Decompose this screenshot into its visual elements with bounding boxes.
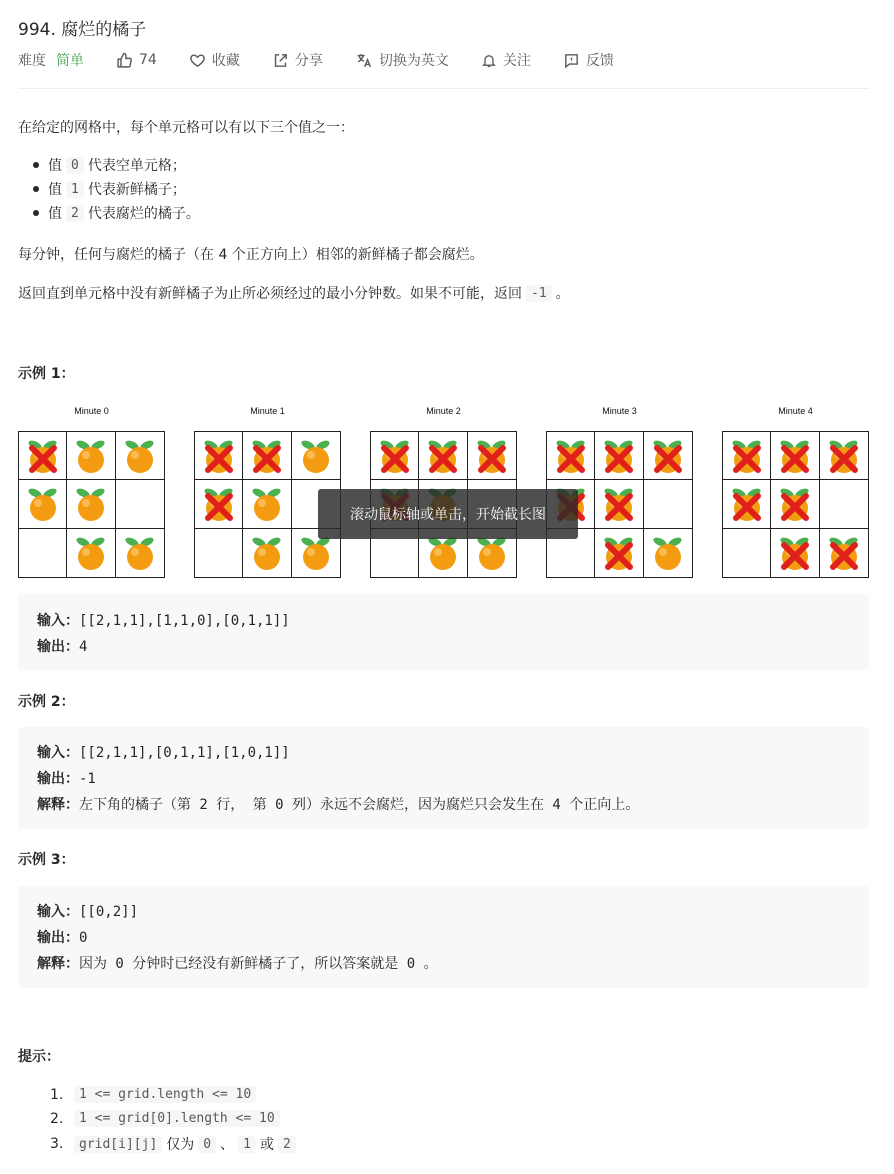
orange-icon <box>247 484 287 524</box>
empty-cell <box>19 529 67 577</box>
description-paragraph <box>18 283 570 303</box>
rotten-orange-icon <box>775 436 815 476</box>
fresh-orange-cell <box>243 480 291 528</box>
fresh-orange-cell <box>116 432 164 480</box>
fresh-orange-cell <box>67 432 115 480</box>
paragraph-text: 。 <box>555 286 570 302</box>
rotten-orange-cell <box>771 432 819 480</box>
screenshot-tooltip: 滚动鼠标轴或单击，开始截长图 <box>318 489 578 539</box>
inline-code: 2 <box>66 205 84 222</box>
bullet-text: 值 <box>48 182 62 198</box>
rotten-orange-icon <box>824 436 864 476</box>
rotten-orange-icon <box>775 484 815 524</box>
example-explanation <box>37 794 639 814</box>
minute-grid <box>194 406 341 422</box>
hint-number: 1. <box>50 1086 64 1103</box>
example-output <box>37 636 87 656</box>
like-button[interactable] <box>116 52 157 69</box>
inline-code: -1 <box>526 285 552 302</box>
switch-language-button[interactable] <box>355 50 449 70</box>
rotten-orange-cell <box>243 432 291 480</box>
feedback-icon <box>563 52 580 69</box>
rotten-orange-cell <box>195 432 243 480</box>
example-1-code-block <box>18 594 869 670</box>
rotten-orange-cell <box>468 432 516 480</box>
orange-icon <box>23 484 63 524</box>
rotten-orange-cell <box>771 480 819 528</box>
rotten-orange-icon <box>599 484 639 524</box>
input-label: 输入： <box>37 904 79 920</box>
problem-title: 994. 腐烂的橘子 <box>18 20 147 40</box>
grid-caption: Minute 0 <box>74 406 109 416</box>
rotten-orange-cell <box>644 432 692 480</box>
empty-cell <box>644 480 692 528</box>
minute-grid <box>18 406 165 422</box>
bullet-text: 代表新鲜橘子； <box>87 182 186 198</box>
rotten-orange-cell <box>419 432 467 480</box>
orange-icon <box>71 436 111 476</box>
fresh-orange-cell <box>19 480 67 528</box>
rotten-orange-cell <box>595 529 643 577</box>
fresh-orange-cell <box>243 529 291 577</box>
rotten-orange-icon <box>775 533 815 573</box>
orange-icon <box>296 436 336 476</box>
orange-icon <box>71 533 111 573</box>
follow-button[interactable] <box>481 50 531 70</box>
inline-code: 1 <box>238 1136 256 1153</box>
input-label: 输入： <box>37 745 79 761</box>
empty-cell <box>723 529 771 577</box>
grid-caption: Minute 2 <box>426 406 461 416</box>
example-input <box>37 742 290 762</box>
rotten-orange-cell <box>820 432 868 480</box>
feedback-label: 反馈 <box>585 53 614 69</box>
rotten-orange-cell <box>820 529 868 577</box>
problem-meta-bar <box>18 50 646 70</box>
share-icon <box>272 52 289 69</box>
input-value: [[0,2]] <box>79 904 139 920</box>
description-intro: 在给定的网格中，每个单元格可以有以下三个值之一： <box>18 120 354 136</box>
difficulty-label: 难度 <box>18 53 46 69</box>
example-2-heading: 示例 2： <box>18 694 75 710</box>
inline-code: 0 <box>198 1136 216 1153</box>
like-count: 74 <box>139 52 157 68</box>
fresh-orange-cell <box>292 432 340 480</box>
minute-grid <box>722 406 869 422</box>
example-explanation <box>37 953 438 973</box>
input-value: [[2,1,1],[0,1,1],[1,0,1]] <box>79 745 290 761</box>
switch-language-label: 切换为英文 <box>378 53 449 69</box>
bullet-text: 值 <box>48 158 62 174</box>
share-label: 分享 <box>294 53 323 69</box>
orange-icon <box>648 533 688 573</box>
explain-label: 解释： <box>37 797 79 813</box>
inline-code: 1 <box>66 181 84 198</box>
share-button[interactable] <box>272 50 323 70</box>
output-value: -1 <box>79 771 96 787</box>
minute-grid <box>370 406 517 422</box>
rotten-orange-cell <box>19 432 67 480</box>
bullet-text: 代表空单元格； <box>87 158 186 174</box>
grid-caption: Minute 3 <box>602 406 637 416</box>
rotten-orange-icon <box>551 436 591 476</box>
empty-cell <box>195 529 243 577</box>
favorite-label: 收藏 <box>211 53 240 69</box>
example-2-code-block <box>18 727 869 829</box>
bullet-item <box>48 179 186 199</box>
rotten-orange-cell <box>723 432 771 480</box>
output-label: 输出： <box>37 771 79 787</box>
grid-caption: Minute 1 <box>250 406 285 416</box>
output-value: 0 <box>79 930 88 946</box>
feedback-button[interactable] <box>563 50 614 70</box>
difficulty <box>18 50 84 70</box>
rotten-orange-icon <box>824 533 864 573</box>
fresh-orange-cell <box>116 529 164 577</box>
rotten-orange-icon <box>648 436 688 476</box>
rotten-orange-icon <box>247 436 287 476</box>
hint-text: 仅为 <box>166 1137 195 1153</box>
hint-item <box>50 1134 300 1154</box>
description-paragraph: 每分钟，任何与腐烂的橘子（在 4 个正方向上）相邻的新鲜橘子都会腐烂。 <box>18 247 484 263</box>
rotten-orange-icon <box>199 436 239 476</box>
rotten-orange-icon <box>199 484 239 524</box>
heart-icon <box>189 52 206 69</box>
rotten-orange-cell <box>595 480 643 528</box>
rotten-orange-cell <box>195 480 243 528</box>
output-value: 4 <box>79 639 88 655</box>
bullet-text: 值 <box>48 206 62 222</box>
example-input <box>37 901 138 921</box>
rotten-orange-icon <box>472 436 512 476</box>
hint-text: 、 <box>220 1137 235 1153</box>
rotten-orange-cell <box>547 432 595 480</box>
inline-code: 1 <= grid.length <= 10 <box>74 1086 256 1103</box>
example-3-code-block <box>18 886 869 988</box>
empty-cell <box>116 480 164 528</box>
paragraph-text: 返回直到单元格中没有新鲜橘子为止所必须经过的最小分钟数。如果不可能，返回 <box>18 286 522 302</box>
inline-code: 1 <= grid[0].length <= 10 <box>74 1110 280 1127</box>
rotten-orange-icon <box>423 436 463 476</box>
rotten-orange-icon <box>727 484 767 524</box>
rotten-orange-cell <box>723 480 771 528</box>
explain-label: 解释： <box>37 956 79 972</box>
inline-code: 2 <box>278 1136 296 1153</box>
hint-number: 3. <box>50 1136 64 1152</box>
hint-number: 2. <box>50 1110 64 1127</box>
rotten-orange-icon <box>599 533 639 573</box>
inline-code: grid[i][j] <box>74 1136 162 1153</box>
input-label: 输入： <box>37 613 79 629</box>
translate-icon <box>355 52 373 69</box>
difficulty-value: 简单 <box>56 53 84 69</box>
example-output <box>37 927 87 947</box>
hints-heading: 提示： <box>18 1049 60 1065</box>
explain-value: 左下角的橘子（第 2 行， 第 0 列）永远不会腐烂，因为腐烂只会发生在 4 个正向上。 <box>79 797 640 813</box>
example-output <box>37 768 96 788</box>
inline-code: 0 <box>66 157 84 174</box>
orange-icon <box>120 533 160 573</box>
output-label: 输出： <box>37 930 79 946</box>
input-value: [[2,1,1],[1,1,0],[0,1,1]] <box>79 613 290 629</box>
orange-icon <box>247 533 287 573</box>
orange-icon <box>120 436 160 476</box>
output-label: 输出： <box>37 639 79 655</box>
example-1-heading: 示例 1： <box>18 366 75 382</box>
follow-label: 关注 <box>502 53 531 69</box>
orange-icon <box>71 484 111 524</box>
orange-grid <box>18 431 165 578</box>
thumbs-up-icon <box>116 52 133 69</box>
empty-cell <box>820 480 868 528</box>
fresh-orange-cell <box>67 529 115 577</box>
header-divider <box>18 88 869 89</box>
minute-grid <box>546 406 693 422</box>
hint-text: 或 <box>259 1137 274 1153</box>
favorite-button[interactable] <box>189 50 240 70</box>
bullet-item <box>48 155 186 175</box>
rotten-orange-icon <box>23 436 63 476</box>
rotten-orange-icon <box>375 436 415 476</box>
grid-caption: Minute 4 <box>778 406 813 416</box>
rotten-orange-cell <box>371 432 419 480</box>
bell-icon <box>481 52 497 69</box>
hint-item <box>50 1086 260 1103</box>
rotten-orange-icon <box>727 436 767 476</box>
bullet-item <box>48 203 200 223</box>
rotten-orange-cell <box>595 432 643 480</box>
bullet-text: 代表腐烂的橘子。 <box>87 206 200 222</box>
rotten-orange-cell <box>771 529 819 577</box>
orange-grid <box>722 431 869 578</box>
fresh-orange-cell <box>644 529 692 577</box>
fresh-orange-cell <box>67 480 115 528</box>
explain-value: 因为 0 分钟时已经没有新鲜橘子了，所以答案就是 0 。 <box>79 956 438 972</box>
example-3-heading: 示例 3： <box>18 852 75 868</box>
hint-item <box>50 1110 284 1127</box>
example-input <box>37 610 290 630</box>
rotten-orange-icon <box>599 436 639 476</box>
